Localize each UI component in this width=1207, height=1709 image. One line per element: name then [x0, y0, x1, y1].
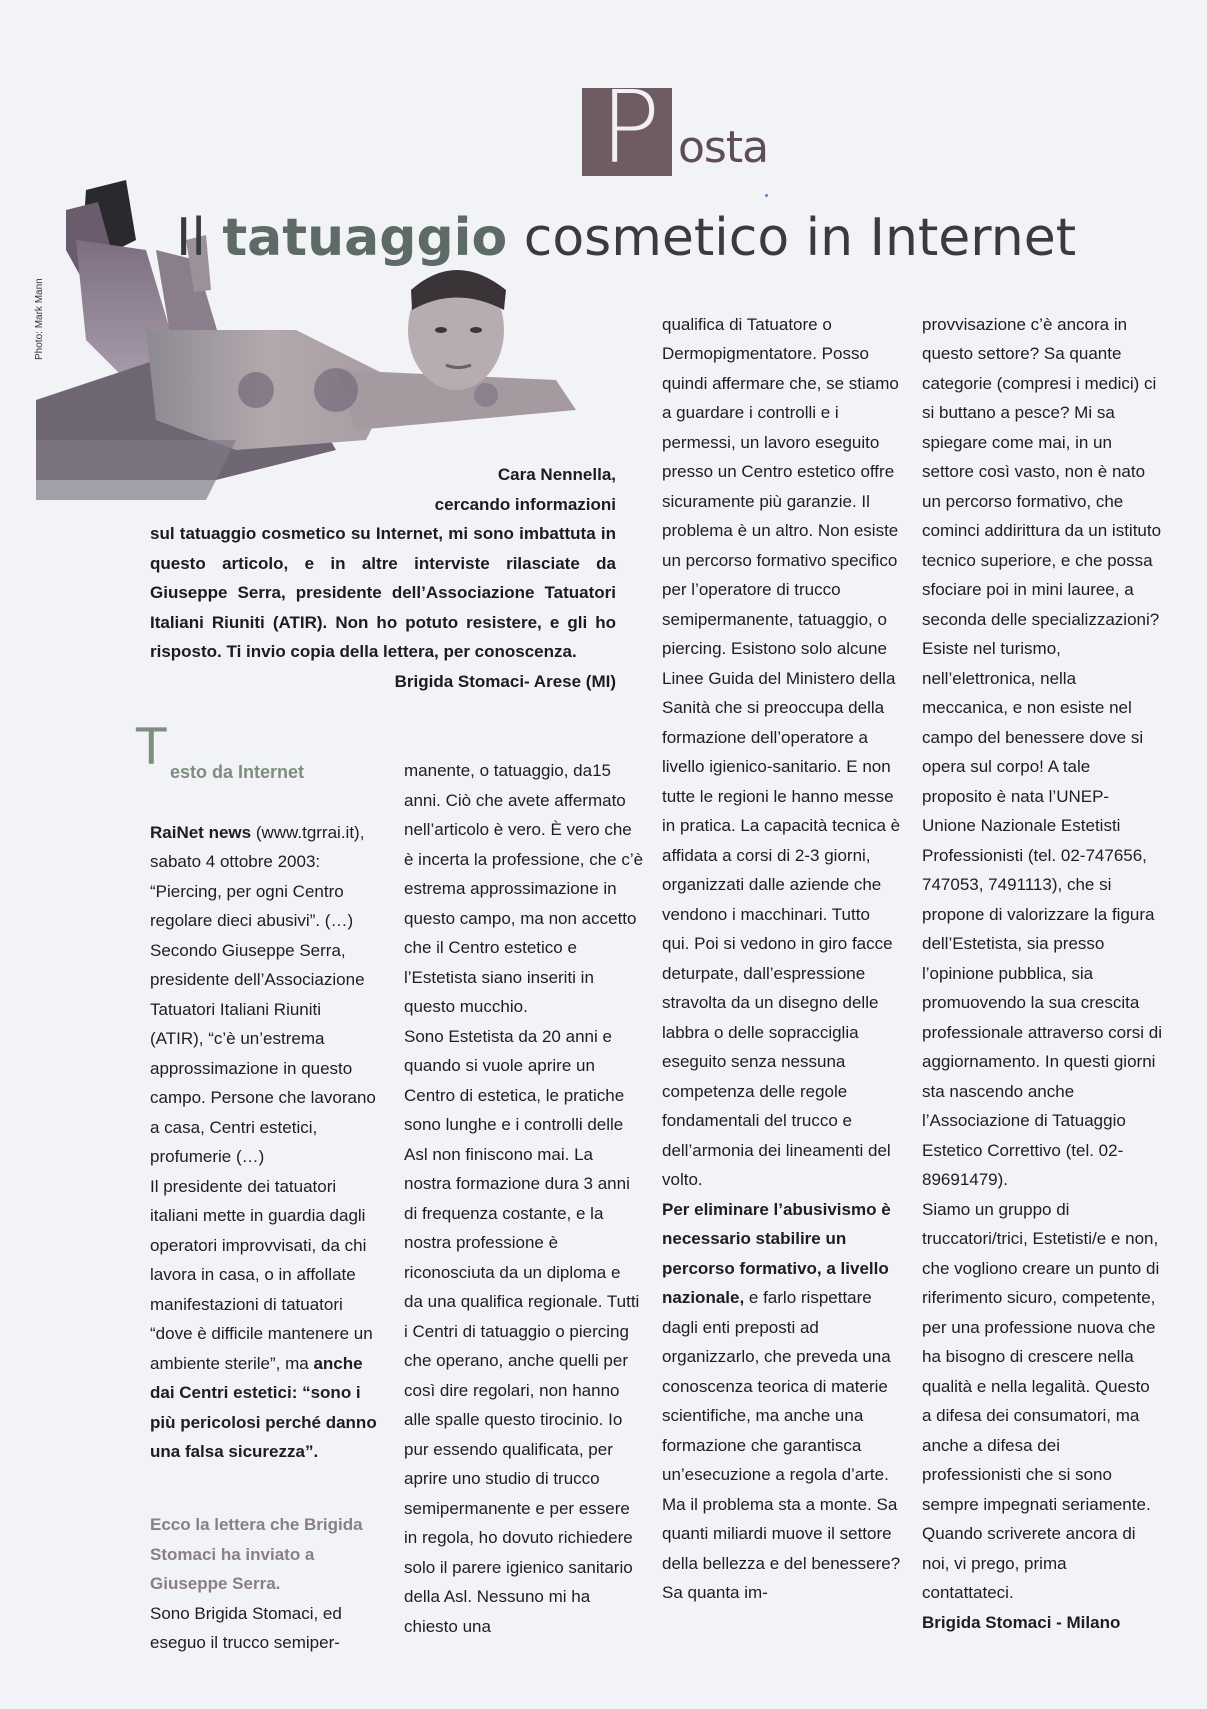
column-1-text-a: (www.tgrrai.it), sabato 4 ottobre 2003: “Piercing, per ogni Centro regolare dieci abusivi”. (…) Secondo Giuseppe Serra, presidente dell’Associazione Tatuatori Italiani Riuniti (ATIR), “c’è un’estrema approssimazione in questo campo. Persone che lavorano a casa, Centri estetici, profumerie (…) Il presidente dei tatuatori italiani mette in guardia dagli operatori improvvisati, da chi lavora in casa, o in affollate manifestazioni di tatuatori “dove è difficile mantenere un ambiente sterile”, ma: [150, 822, 376, 1373]
column-3-text-a: qualifica di Tatuatore o Dermopigmentatore. Posso quindi affermare che, se stiamo a guardare i controlli e i permessi, un lavoro eseguito presso un Centro estetico offre sicuramente più garanzie. Il problema è un altro. Non esiste un percorso formativo specifico per l’operatore di trucco semipermanente, tatuaggio, o piercing. Esistono solo alcune Linee Guida del Ministero della Sanità che si preoccupa della formazione dell’operatore a livello igienico-sanitario. E non tutte le regioni le hanno messe in pratica. La capacità tecnica è affidata a corsi di 2-3 giorni, organizzati dalle aziende che vendono i macchinari. Tutto qui. Poi si vedono in giro facce deturpate, dall’espressione stravolta da un disegno delle labbra o delle sopracciglia eseguito senza nessuna competenza delle regole fondamentali del trucco e dell’armonia dei lineamenti del volto.: [662, 314, 901, 1189]
section-initial-box: [582, 69, 672, 186]
source-name: RaiNet news: [150, 822, 252, 842]
photo-credit: Photo: Mark Mann: [34, 278, 45, 360]
decorative-dot: [765, 194, 768, 197]
intro-body: sul tatuaggio cosmetico su Internet, mi sono imbattuta in questo articolo, e in altre interviste rilasciate da Giuseppe Serra, presidente dell’Associazione Tatuatori Italiani Riuniti (ATIR). Non ho potuto resistere, e gli ho risposto. Ti invio copia della lettera, per conoscenza.: [150, 524, 616, 661]
letter-subhead: Ecco la lettera che Brigida Stomaci ha inviato a Giuseppe Serra.: [150, 1515, 363, 1593]
intro-salutation: Cara Nennella,: [497, 465, 616, 484]
intro-letter: [150, 460, 616, 696]
article-title: [176, 210, 1076, 267]
intro-line2: cercando informazioni: [434, 494, 616, 514]
title-rest: cosmetico in Internet: [507, 208, 1077, 268]
column-3-bold: Per eliminare l’abusivismo è necessario stabilire un percorso formativo, a livello nazionale,: [662, 1199, 891, 1307]
column-kicker: esto da Internet: [170, 762, 305, 782]
title-keyword: tatuaggio: [222, 208, 508, 268]
column-3-text-b: e farlo rispettare dagli enti preposti ad organizzarlo, che preveda una conoscenza teorica di materie scientifiche, ma anche una formazione che garantisca un’esecuzione a regola d’arte. Ma il problema sta a monte. Sa quanti miliardi muove il settore della bellezza e del benessere? Sa quanta im-: [662, 1288, 901, 1602]
bold-quote: anche dai Centri estetici: “sono i più pericolosi perché danno una falsa sicurezza”.: [150, 1353, 377, 1461]
title-word-il: Il: [176, 208, 223, 268]
column-1: [150, 788, 378, 1658]
column-1-text-b: Sono Brigida Stomaci, ed eseguo il trucco semiper-: [150, 1603, 342, 1652]
column-2: manente, o tatuaggio, da15 anni. Ciò che avete affermato nell’articolo è vero. È vero che è incerta la professione, che c’è estrema approssimazione in questo campo, ma non accetto che il Centro estetico e l’Estetista siano inseriti in questo mucchio. Sono Estetista da 20 anni e quando si vuole aprire un Centro di estetica, le pratiche sono lunghe e i controlli delle Asl non finiscono mai. La nostra formazione dura 3 anni di frequenza costante, e la nostra professione è riconosciuta da un diploma e da una qualifica regionale. Tutti i Centri di tatuaggio o piercing che operano, anche quelli per così dire regolari, non hanno alle spalle questo tirocinio. Io pur essendo qualificata, per aprire uno studio di trucco semipermanente e per essere in regola, ho dovuto richiedere solo il parere igienico sanitario della Asl. Nessuno mi ha chiesto una: [404, 761, 644, 1636]
intro-signature: Brigida Stomaci- Arese (MI): [394, 671, 616, 691]
column-4: [922, 280, 1162, 1637]
section-initial: P: [600, 69, 661, 186]
drop-cap: T: [136, 718, 167, 776]
closing-signature: Brigida Stomaci - Milano: [922, 1612, 1121, 1632]
column-3: [662, 280, 902, 1608]
column-4-text: provvisazione c’è ancora in questo settore? Sa quante categorie (compresi i medici) ci si buttano a pesce? Mi sa spiegare come mai, in un settore così vasto, non è nato un percorso formativo, che cominci addirittura da un istituto tecnico superiore, e che possa sfociare poi in mini lauree, a seconda delle specializzazioni? Esiste nel turismo, nell’elettronica, nella meccanica, e non esiste nel campo del benessere dove si opera sul corpo! A tale proposito è nata l’UNEP- Unione Nazionale Estetisti Professionisti (tel. 02-747656, 747053, 7491113), che si propone di valorizzare la figura dell’Estetista, sia presso l’opinione pubblica, sia promuovendo la sua crescita professionale attraverso corsi di aggiornamento. In questi giorni sta nascendo anche l’Associazione di Tatuaggio Estetico Correttivo (tel. 02-89691479). Siamo un gruppo di truccatori/trici, Estetisti/e e non, che vogliono creare un punto di riferimento sicuro, competente, per una professione nuova che ha bisogno di crescere nella qualità e nella legalità. Questo a difesa dei consumatori, ma anche a difesa dei professionisti che si sono sempre impegnati seriamente. Quando scriverete ancora di noi, vi prego, prima contattateci.: [922, 314, 1163, 1602]
section-name: osta: [678, 122, 769, 173]
